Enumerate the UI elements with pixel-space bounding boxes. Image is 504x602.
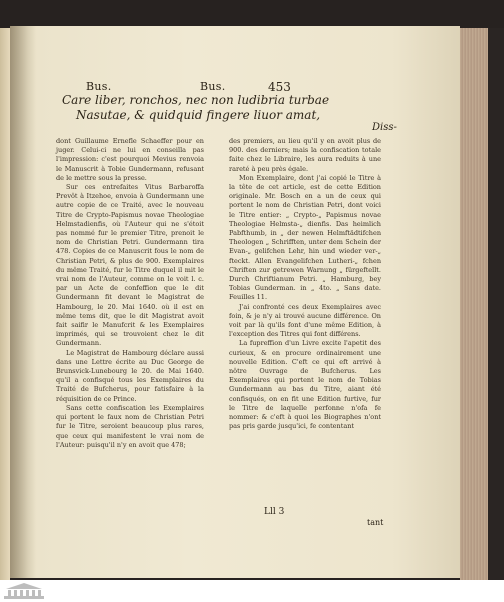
paragraph: Sur ces entrefaites Vitus Barbaroffa Prevôt à Itzehoe, envoia à Gundermann une autre copie de ce Traité, avec le nouveau Titre de Crypto-Papismus novae Theologiae Helmstadienfis, où l'Auteur qui ne s'étoit pas nommé fur le premier Titre, prenoit le nom de Christian Petri. Gundermann tira 478. Copies de ce Manuscrit fous le nom de Christian Petri, & plus de 900. Exemplaires du même Traité, fur le Titre duquel il mit le vrai nom de l'Auteur, comme on le voit l. c. par un Acte de confeffion que le dit Gundermann fit devant le Magistrat de Hambourg, le 20. Mai 1640. où il est en même tems dit, que le dit Magistrat avoit fait saifir le Manufcrit & les Exemplaires imprimés, qui se trouvoient chez le dit Gundermann.: [56, 183, 204, 348]
running-head-left: Bus.: [86, 80, 112, 93]
right-text-column: [229, 137, 381, 432]
verse-line-2: Nasutae, & quidquid fingere liuor amat,: [76, 108, 321, 122]
left-page-edge: [0, 28, 10, 580]
paragraph: Mon Exemplaire, dont j'ai copié le Titre à la tête de cet article, est de cette Edition originale. Mr. Bosch en a un de ceux qui portent le nom de Christian Petri, dont voici le Titre entier: „ Crypto-„ Papismus novae Theologiae Helmsta-„ dienfis. Das heimlich Pabfthumb, in „ der newen Helmftädtifchen Theologen „ Schrifften, unter dem Schein der Evan-„ gelifchen Lehr, hin und wieder ver-„ fteckt. Allen Evangelifchen Lutheri-„ fchen Chriften zur getrewen Warnung „ fürgeftellt. Durch Chriftianum Petri. „ Hamburg, bey Tobias Gunderman. in „ 4to. „ Sans date. Feuilles 11.: [229, 173, 381, 302]
running-head-center: Bus.: [200, 80, 226, 93]
page-block-shadow: [488, 28, 504, 580]
page-block-edge: [460, 28, 490, 580]
paragraph: Sans cette confiscation les Exemplaires qui portent le faux nom de Christian Petri fur le Titre, seroient beaucoup plus rares, que ceux qui manifestent le vrai nom de l'Auteur: puisqu'il n'y en avoit que 478;: [56, 403, 204, 449]
paragraph: des premiers, au lieu qu'il y en avoit plus de 900. des derniers; mais la confiscation totale faite chez le Libraire, les aura reduits à une rareté à peu près égale.: [229, 137, 381, 173]
verse-block: [62, 93, 442, 133]
paragraph: dont Guillaume Ernefle Schaeffer pour en juger. Celui-ci ne lui en conseilla pas l'impression: c'est pourquoi Mevius renvoia le Manuscrit à Tobie Gundermann, refusant de le mettre sous la presse.: [56, 137, 204, 182]
paragraph: J'ai confronté ces deux Exemplaires avec foin, & je n'y ai trouvé aucune différence. On voit par là qu'ils font d'une même Edition, à l'exception des Titres qui font différens.: [229, 302, 381, 339]
paragraph: La fupreffion d'un Livre excite l'apetit des curieux, & en procure ordinairement une nouvelle Edition. C'eft ce qui eft arrivé à nôtre Ouvrage de Bufcherus. Les Exemplaires qui portent le nom de Tobias Gundermann au bas du Titre, aiant été confisqués, on en fit une Edition furtive, fur le Titre de laquelle perfonne n'ofa fe nommer: & c'eft à quoi les Biographes n'ont pas pris garde jusqu'ici, fe contentant: [229, 339, 381, 431]
footer-bar: [0, 580, 504, 602]
catchword: tant: [367, 518, 384, 527]
paragraph: Le Magistrat de Hambourg déclare aussi dans une Lettre écrite au Duc George de Brunsvick-Lunebourg le 20. de Mai 1640. qu'il a confisqué tous les Exemplaires du Traité de Bufcherus, pour fatisfaire à la réquisition de ce Prince.: [56, 348, 204, 403]
verse-line-1: Care liber, ronchos, nec non ludibria turbae: [62, 93, 330, 107]
signature-mark: Lll 3: [264, 507, 285, 517]
page-number: 453: [268, 80, 291, 94]
library-logo-icon: [4, 583, 44, 599]
verse-continuation: Diss-: [372, 122, 397, 133]
left-text-column: [56, 137, 204, 450]
page-gutter-shadow: [10, 26, 36, 578]
